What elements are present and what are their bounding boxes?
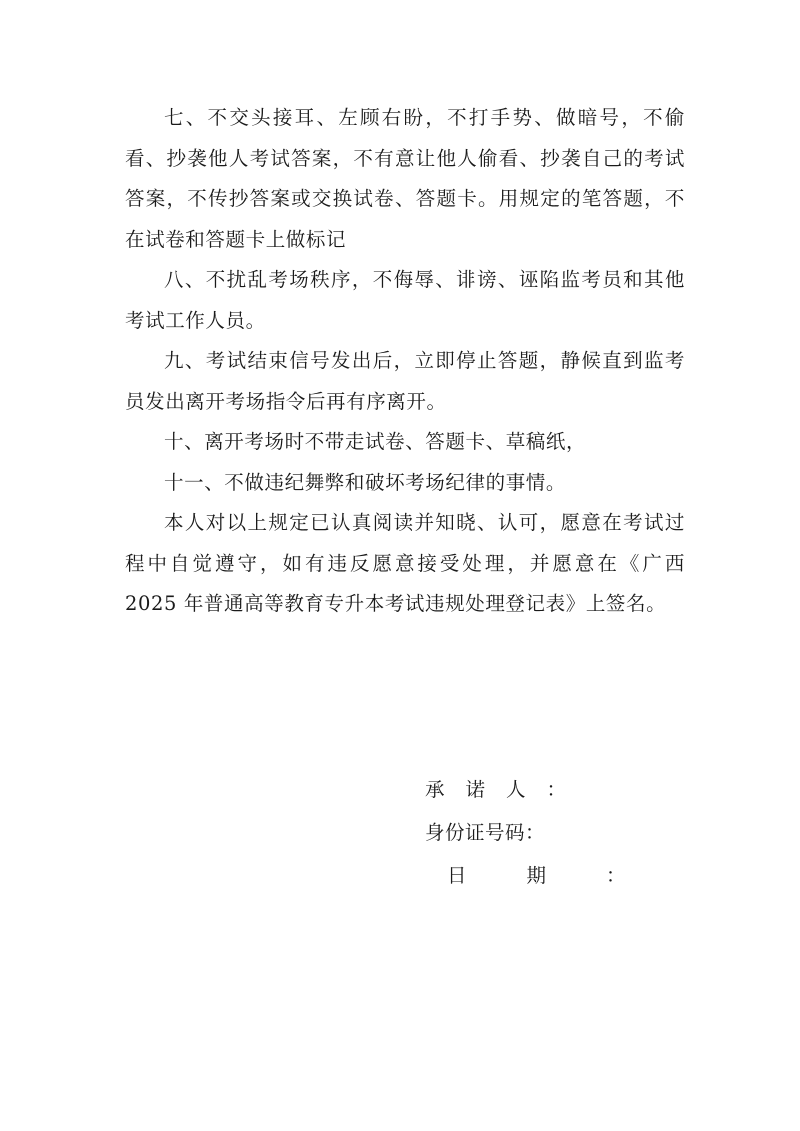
rule-7-paragraph: 七、不交头接耳、左顾右盼，不打手势、做暗号，不偷看、抄袭他人考试答案，不有意让他人偷看、抄袭自己的考试答案，不传抄答案或交换试卷、答题卡。用规定的笔答题，不在试卷和答题卡上做标记 — [125, 106, 685, 251]
date-line — [425, 854, 686, 897]
promisor-line — [425, 768, 625, 811]
rule-8-paragraph: 八、不扰乱考场秩序，不侮辱、诽谤、诬陷监考员和其他考试工作人员。 — [125, 268, 685, 332]
pledge-statement-paragraph: 本人对以上规定已认真阅读并知晓、认可，愿意在考试过程中自觉遵守，如有违反愿意接受处理，并愿意在《广西 2025 年普通高等教育专升本考试违规处理登记表》上签名。 — [125, 511, 685, 615]
rule-9-paragraph: 九、考试结束信号发出后，立即停止答题，静候直到监考员发出离开考场指令后再有序离开。 — [125, 349, 685, 413]
id-number-label: 身份证号码： — [425, 821, 546, 844]
signature-block — [425, 768, 686, 897]
rules-body — [125, 98, 685, 625]
promisor-label: 承诺人： — [425, 778, 588, 801]
date-label: 日期： — [447, 864, 686, 887]
rule-11-paragraph: 十一、不做违纪舞弊和破坏考场纪律的事情。 — [164, 470, 567, 494]
rule-10-paragraph: 十、离开考场时不带走试卷、答题卡、草稿纸， — [164, 430, 587, 453]
id-number-line — [425, 811, 625, 854]
